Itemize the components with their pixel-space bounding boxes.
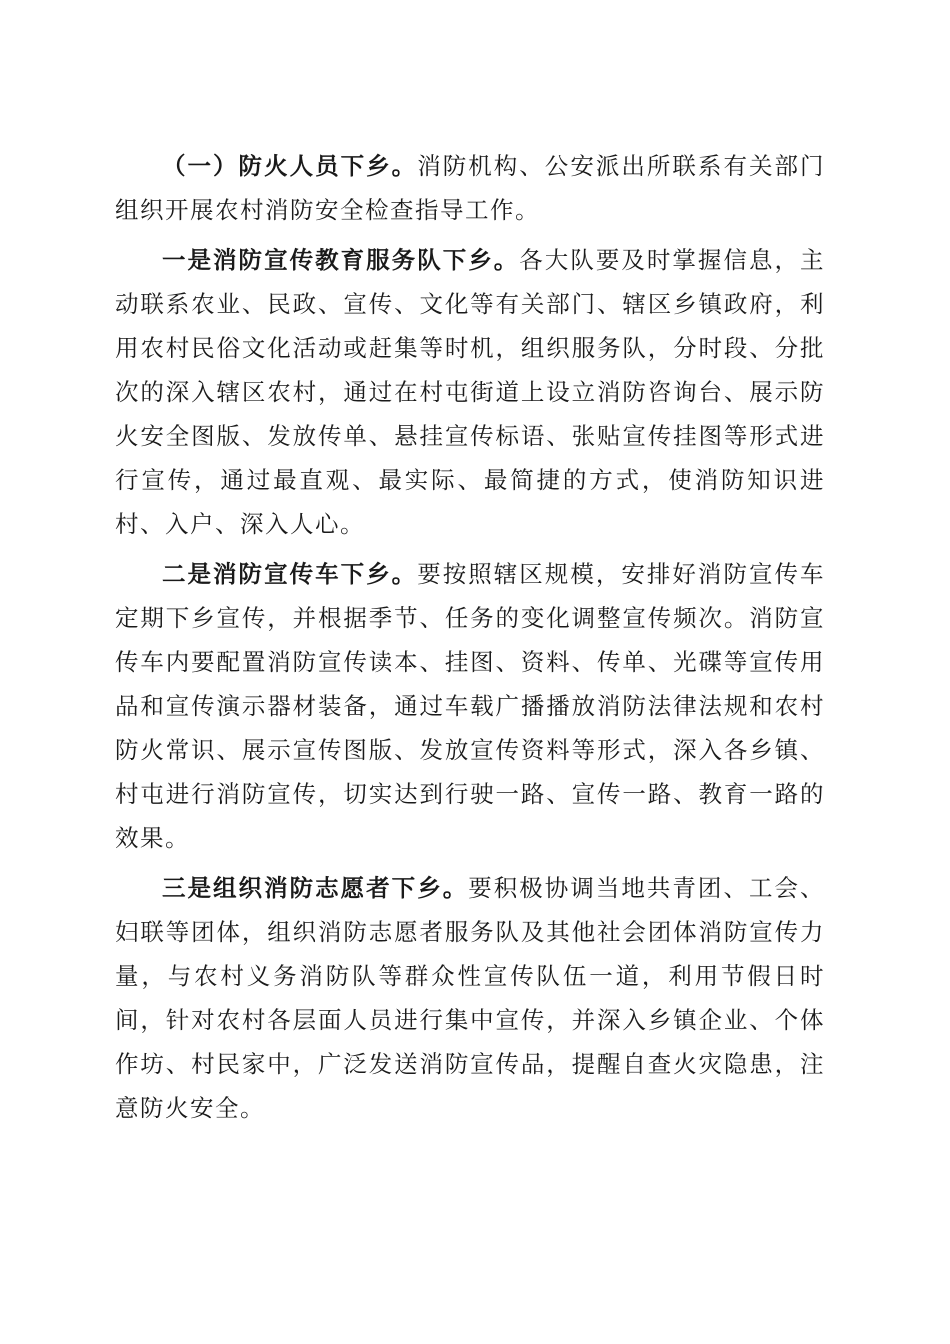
paragraph-text: 消防机构、公安派出所联系有关部门组织开展农村消防安全检查指导工作。 xyxy=(115,152,826,224)
paragraph-heading: （一）防火人员下乡。 xyxy=(162,152,418,180)
paragraph-volunteers xyxy=(115,866,825,1130)
paragraph-text: 要积极协调当地共青团、工会、妇联等团体，组织消防志愿者服务队及其他社会团体消防宣传力量，与农村义务消防队等群众性宣传队伍一道，利用节假日时间，针对农村各层面人员进行集中宣传，并深入乡镇企业、个体作坊、村民家中，广泛发送消防宣传品，提醒自查火灾隐患，注意防火安全。 xyxy=(115,874,826,1122)
paragraph-education-team xyxy=(115,238,825,546)
paragraph-text: 各大队要及时掌握信息，主动联系农业、民政、宣传、文化等有关部门、辖区乡镇政府，利用农村民俗文化活动或赶集等时机，组织服务队，分时段、分批次的深入辖区农村，通过在村屯街道上设立消防咨询台、展示防火安全图版、发放传单、悬挂宣传标语、张贴宣传挂图等形式进行宣传，通过最直观、最实际、最简捷的方式，使消防知识进村、入户、深入人心。 xyxy=(115,246,826,538)
document-body xyxy=(115,144,825,1136)
paragraph-heading: 三是组织消防志愿者下乡。 xyxy=(162,874,469,902)
paragraph-heading: 二是消防宣传车下乡。 xyxy=(162,560,418,588)
paragraph-text: 要按照辖区规模，安排好消防宣传车定期下乡宣传，并根据季节、任务的变化调整宣传频次。消防宣传车内要配置消防宣传读本、挂图、资料、传单、光碟等宣传用品和宣传演示器材装备，通过车载广播播放消防法律法规和农村防火常识、展示宣传图版、发放宣传资料等形式，深入各乡镇、村屯进行消防宣传，切实达到行驶一路、宣传一路、教育一路的效果。 xyxy=(115,560,826,852)
paragraph-fire-personnel xyxy=(115,144,825,232)
paragraph-heading: 一是消防宣传教育服务队下乡。 xyxy=(162,246,520,274)
paragraph-publicity-vehicle xyxy=(115,552,825,860)
